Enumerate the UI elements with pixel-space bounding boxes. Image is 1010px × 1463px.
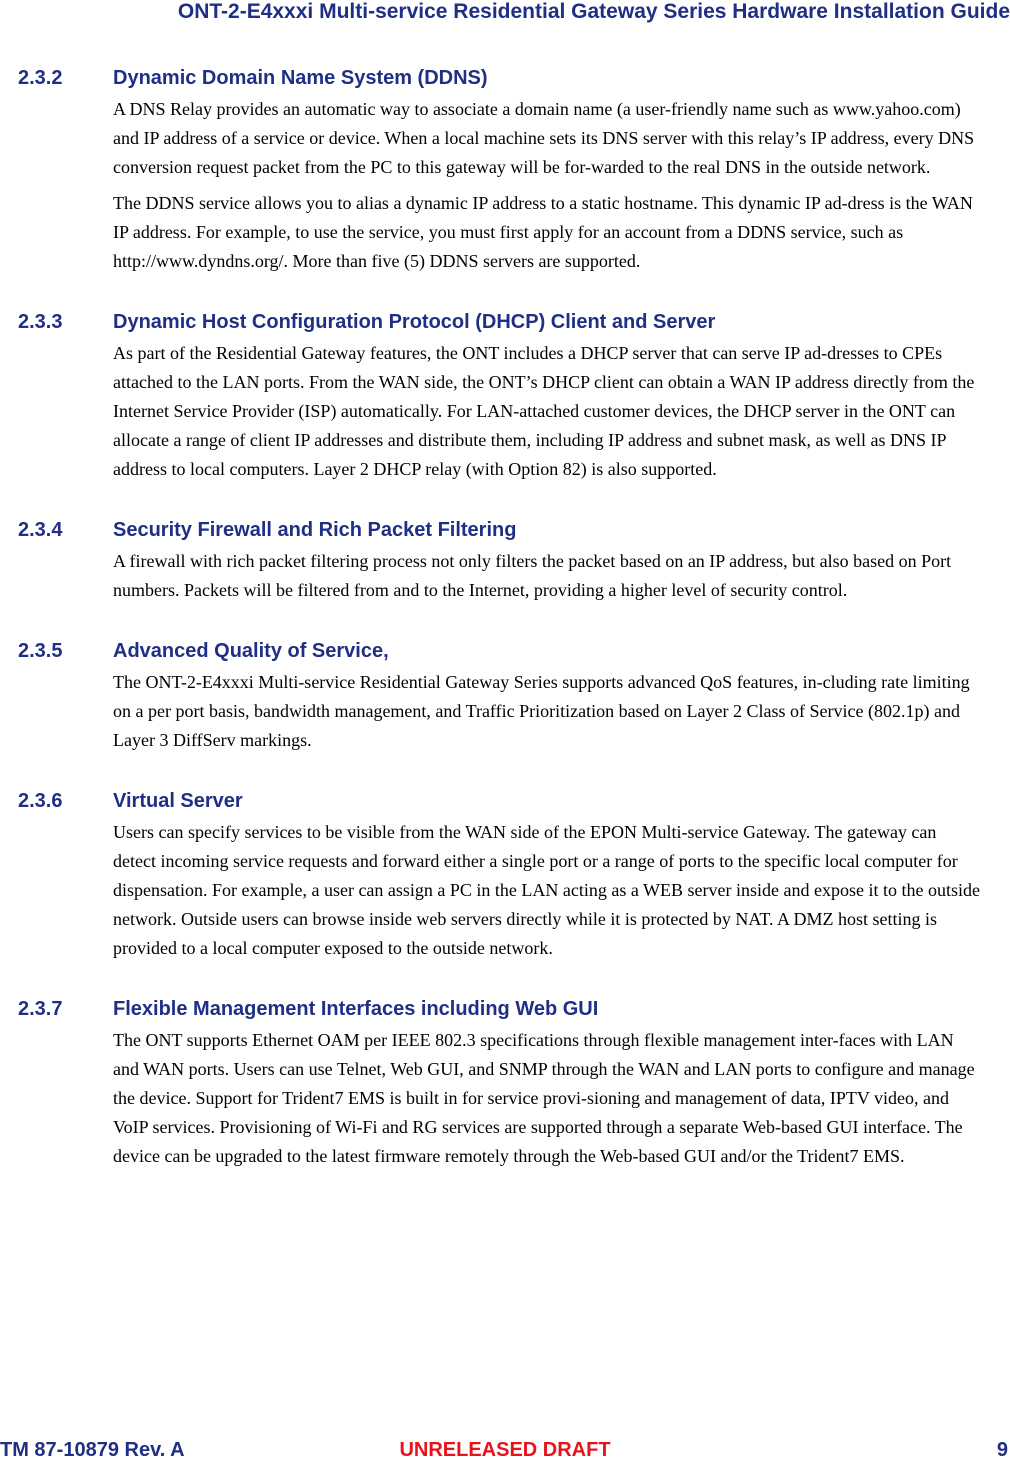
- body-paragraph: Users can specify services to be visible from the WAN side of the EPON Multi-service Gateway. The gateway can detect incoming service requests and forward either a single port or a range of ports to the specific local computer for dispensation. For example, a user can assign a PC in the LAN acting as a WEB server inside and expose it to the outside network. Outside users can browse inside web servers directly while it is protected by NAT. A DMZ host setting is provided to a local computer exposed to the outside network.: [113, 822, 980, 958]
- section-number: 2.3.4: [18, 519, 63, 541]
- section-2-3-5: [0, 638, 1010, 755]
- section-title: Virtual Server: [113, 790, 243, 812]
- section-heading: [0, 996, 1010, 1022]
- section-2-3-6: [0, 788, 1010, 963]
- section-2-3-7: [0, 996, 1010, 1171]
- section-heading: [0, 309, 1010, 335]
- section-2-3-4: [0, 517, 1010, 605]
- body-paragraph: The ONT supports Ethernet OAM per IEEE 802.3 specifications through flexible management inter-faces with LAN and WAN ports. Users can use Telnet, Web GUI, and SNMP through the WAN and LAN ports to configure and manage the device. Support for Trident7 EMS is built in for service provi-sioning and management of data, IPTV video, and VoIP services. Provisioning of Wi-Fi and RG services are supported through a separate Web-based GUI interface. The device can be upgraded to the latest firmware remotely through the Web-based GUI and/or the Trident7 EMS.: [113, 1030, 975, 1166]
- section-title: Security Firewall and Rich Packet Filtering: [113, 519, 517, 541]
- body-paragraph: A DNS Relay provides an automatic way to associate a domain name (a user-friendly name such as www.yahoo.com) and IP address of a service or device. When a local machine sets its DNS server with this relay’s IP address, every DNS conversion request packet from the PC to this gateway will be for-warded to the real DNS in the outside network.: [113, 99, 975, 177]
- section-heading: [0, 788, 1010, 814]
- section-title: Advanced Quality of Service,: [113, 640, 389, 662]
- draft-status-label: UNRELEASED DRAFT: [399, 1439, 611, 1461]
- section-number: 2.3.6: [18, 790, 63, 812]
- body-paragraph: A firewall with rich packet filtering process not only filters the packet based on an IP address, but also based on Port numbers. Packets will be filtered from and to the Internet, providing a higher level of security control.: [113, 551, 952, 600]
- page-footer: [0, 1437, 1010, 1463]
- page-number: 9: [996, 1439, 1008, 1461]
- section-heading: [0, 517, 1010, 543]
- section-number: 2.3.3: [18, 311, 63, 333]
- body-paragraph: As part of the Residential Gateway features, the ONT includes a DHCP server that can serve IP ad-dresses to CPEs attached to the LAN ports. From the WAN side, the ONT’s DHCP client can obtain a WAN IP address directly from the Internet Service Provider (ISP) automatically. For LAN-attached customer devices, the DHCP server in the ONT can allocate a range of client IP addresses and distribute them, including IP address and subnet mask, as well as DNS IP address to local computers. Layer 2 DHCP relay (with Option 82) is also supported.: [113, 343, 975, 479]
- section-2-3-2: [0, 65, 1010, 276]
- section-heading: [0, 638, 1010, 664]
- running-header-title: ONT-2-E4xxxi Multi-service Residential Gateway Series Hardware Installation Guide: [177, 0, 1010, 23]
- section-heading: [0, 65, 1010, 91]
- body-paragraph: The ONT-2-E4xxxi Multi-service Residential Gateway Series supports advanced QoS features, in-cluding rate limiting on a per port basis, bandwidth management, and Traffic Prioritization based on Layer 2 Class of Service (802.1p) and Layer 3 DiffServ markings.: [113, 672, 970, 750]
- section-title: Flexible Management Interfaces including Web GUI: [113, 998, 599, 1020]
- section-title: Dynamic Domain Name System (DDNS): [113, 67, 488, 89]
- section-title: Dynamic Host Configuration Protocol (DHCP) Client and Server: [113, 311, 716, 333]
- section-2-3-3: [0, 309, 1010, 484]
- section-number: 2.3.2: [18, 67, 63, 89]
- section-number: 2.3.5: [18, 640, 63, 662]
- document-number: TM 87-10879 Rev. A: [0, 1439, 185, 1461]
- body-paragraph: The DDNS service allows you to alias a dynamic IP address to a static hostname. This dynamic IP ad-dress is the WAN IP address. For example, to use the service, you must first apply for an account from a DDNS service, such as http://www.dyndns.org/. More than five (5) DDNS servers are supported.: [113, 193, 973, 271]
- page-content: [0, 65, 1010, 1204]
- section-number: 2.3.7: [18, 998, 63, 1020]
